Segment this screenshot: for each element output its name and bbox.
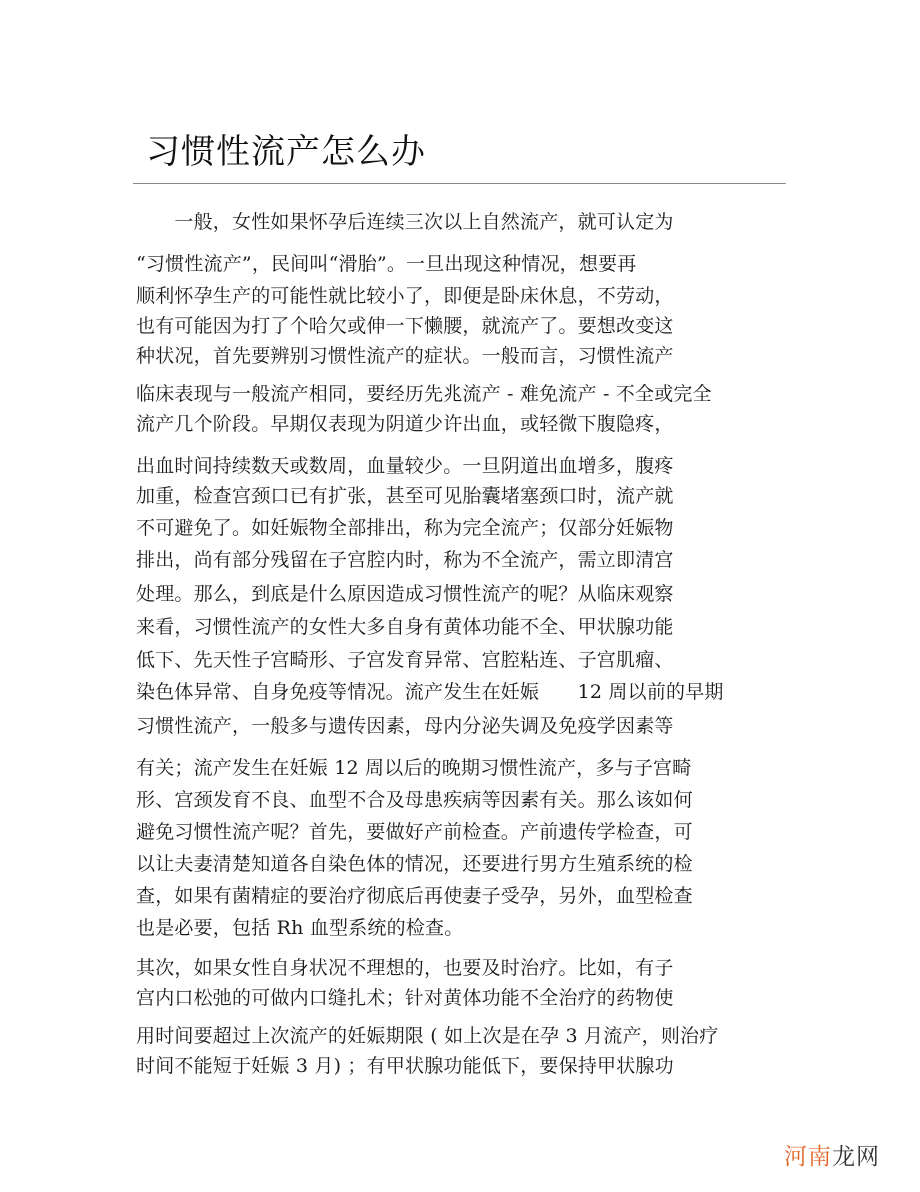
body-line: 加重，检查宫颈口已有扩张，甚至可见胎囊堵塞颈口时，流产就 <box>136 485 674 507</box>
watermark-part2: 龙网 <box>832 1144 880 1170</box>
body-line: 流产几个阶段。早期仅表现为阴道少许出血，或轻微下腹隐疼， <box>136 413 674 435</box>
body-line: “习惯性流产”，民间叫“滑胎”。一旦出现这种情况，想要再 <box>136 253 637 275</box>
body-line: 出血时间持续数天或数周，血量较少。一旦阴道出血增多，腹疼 <box>136 455 674 477</box>
body-line: 以让夫妻清楚知道各自染色体的情况，还要进行男方生殖系统的检 <box>136 853 693 875</box>
body-line: 低下、先天性子宫畸形、子宫发育异常、宫腔粘连、子宫肌瘤、 <box>136 649 674 671</box>
body-line: 不可避免了。如妊娠物全部排出，称为完全流产；仅部分妊娠物 <box>136 517 674 539</box>
body-line: 时间不能短于妊娠 3 月) ；有甲状腺功能低下，要保持甲状腺功 <box>136 1055 674 1077</box>
body-line: 也有可能因为打了个哈欠或伸一下懒腰，就流产了。要想改变这 <box>136 315 674 337</box>
body-line: 一般，女性如果怀孕后连续三次以上自然流产，就可认定为 <box>136 211 674 233</box>
body-line: 查，如果有菌精症的要治疗彻底后再使妻子受孕，另外，血型检查 <box>136 885 693 907</box>
body-line: 来看，习惯性流产的女性大多自身有黄体功能不全、甲状腺功能 <box>136 616 674 638</box>
document-title: 习惯性流产怎么办 <box>146 132 426 172</box>
body-line: 用时间要超过上次流产的妊娠期限 ( 如上次是在孕 3 月流产，则治疗 <box>136 1025 719 1047</box>
body-line: 习惯性流产，一般多与遗传因素，母内分泌失调及免疫学因素等 <box>136 715 674 737</box>
body-line: 其次，如果女性自身状况不理想的，也要及时治疗。比如，有子 <box>136 957 674 979</box>
body-line: 种状况，首先要辨别习惯性流产的症状。一般而言，习惯性流产 <box>136 345 674 367</box>
body-line: 有关；流产发生在妊娠 12 周以后的晚期习惯性流产，多与子宫畸 <box>136 757 692 779</box>
title-divider <box>133 183 786 184</box>
body-line: 排出，尚有部分残留在子宫腔内时，称为不全流产，需立即清宫 <box>136 549 674 571</box>
watermark-part1: 河南 <box>784 1144 832 1170</box>
body-line: 顺利怀孕生产的可能性就比较小了，即便是卧床休息，不劳动， <box>136 285 674 307</box>
body-line: 染色体异常、自身免疫等情况。流产发生在妊娠 12 周以前的早期 <box>136 681 724 703</box>
body-line: 也是必要，包括 Rh 血型系统的检查。 <box>136 917 464 939</box>
site-watermark <box>784 1142 880 1172</box>
body-line: 形、宫颈发育不良、血型不合及母患疾病等因素有关。那么该如何 <box>136 789 693 811</box>
body-line: 处理。那么，到底是什么原因造成习惯性流产的呢？从临床观察 <box>136 583 674 605</box>
body-line: 临床表现与一般流产相同，要经历先兆流产 - 难免流产 - 不全或完全 <box>136 383 712 405</box>
body-line: 避免习惯性流产呢？首先，要做好产前检查。产前遗传学检查，可 <box>136 821 693 843</box>
body-line: 宫内口松弛的可做内口缝扎术；针对黄体功能不全治疗的药物使 <box>136 987 674 1009</box>
